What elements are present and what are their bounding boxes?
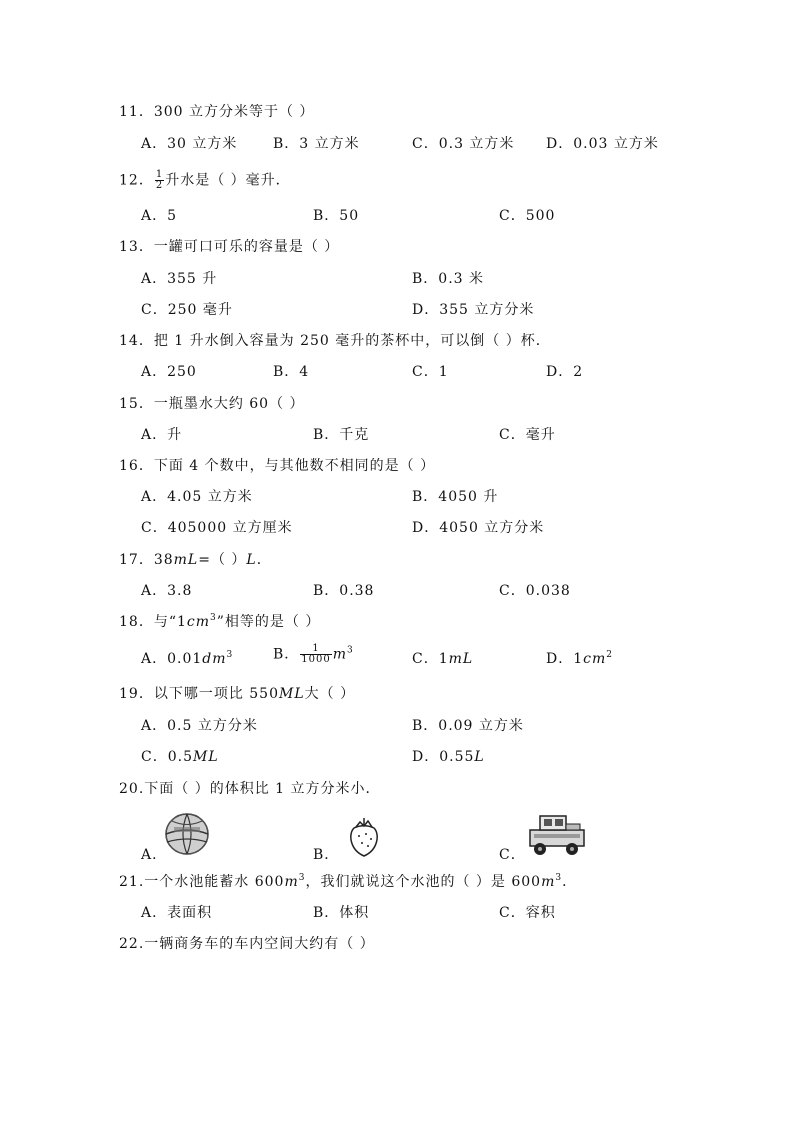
unit-dm: dm [202,651,227,667]
unit-ml: ML [192,749,219,765]
question-19-stem [119,685,355,703]
question-16-stem: 16．下面 4 个数中，与其他数不相同的是（ ） [119,458,436,474]
question-19-option-c[interactable] [141,748,219,766]
fraction-half [155,170,164,191]
question-12-option-c[interactable]: C．500 [499,208,556,224]
question-20-option-c[interactable]: C． [499,847,526,863]
question-18-text-post: ”相等的是（ ） [216,614,321,630]
question-15-option-c[interactable]: C．毫升 [499,427,556,443]
fraction-denominator: 2 [155,180,164,191]
question-16-option-b[interactable]: B．4050 升 [412,489,499,505]
option-d-text: D．1 [546,651,584,667]
question-17-stem [119,551,272,569]
question-14-option-b[interactable]: B．4 [273,364,310,380]
question-20-option-a[interactable]: A． [141,847,168,863]
question-12-option-b[interactable]: B．50 [313,208,360,224]
question-21-option-a[interactable]: A．表面积 [141,905,213,921]
question-16-option-a[interactable]: A．4.05 立方米 [141,489,253,505]
fraction-numerator: 1 [155,169,164,180]
question-11-option-a[interactable]: A．30 立方米 [141,136,238,152]
unit-l: L [474,749,485,765]
question-21-text-pre: 21.一个水池能蓄水 600 [119,874,285,890]
question-18-text-pre: 18．与“1 [119,614,187,630]
question-13-option-b[interactable]: B．0.3 米 [412,271,485,287]
question-22-stem: 22.一辆商务车的车内空间大约有（ ） [119,936,375,952]
unit-m: m [332,646,348,663]
question-12-stem [119,170,291,191]
question-14-option-a[interactable]: A．250 [141,364,197,380]
question-18-option-a[interactable] [141,650,233,668]
question-20-option-b[interactable]: B． [313,847,340,863]
question-14-option-d[interactable]: D．2 [546,364,584,380]
exponent: 3 [298,873,306,883]
option-d-text: D．0.55 [412,749,475,765]
question-11-option-c[interactable]: C．0.3 立方米 [412,136,515,152]
question-19-option-d[interactable] [412,748,485,766]
unit-m: m [284,874,299,890]
unit-ml: mL [173,552,199,568]
question-11-option-b[interactable]: B．3 立方米 [273,136,360,152]
question-18-stem [119,613,320,631]
toy-truck-image [526,810,588,858]
unit-m: m [541,874,556,890]
option-a-text: A．0.01 [141,651,203,667]
question-12-option-a[interactable]: A．5 [141,208,178,224]
question-18-option-c[interactable] [412,650,473,668]
question-17-text-pre: 17．38 [119,552,174,568]
question-15-stem: 15．一瓶墨水大约 60（ ） [119,396,305,412]
question-16-option-c[interactable]: C．405000 立方厘米 [141,520,293,536]
option-c-text: C．0.5 [141,749,193,765]
option-b-text: B． [273,646,300,663]
question-11-option-d[interactable]: D．0.03 立方米 [546,136,659,152]
fraction-one-thousandth [300,644,331,665]
question-17-text-mid: =（ ） [198,552,247,568]
unit-cm: cm [186,614,211,630]
fraction-numerator: 1 [300,644,331,655]
question-13-option-d[interactable]: D．355 立方分米 [412,302,535,318]
exponent: 3 [210,613,217,623]
question-21-stem [119,873,577,891]
question-14-stem: 14．把 1 升水倒入容量为 250 毫升的茶杯中，可以倒（ ）杯． [119,333,551,349]
fraction-denominator: 1000 [301,654,331,665]
question-16-option-d[interactable]: D．4050 立方分米 [412,520,545,536]
question-13-stem: 13．一罐可口可乐的容量是（ ） [119,239,340,255]
question-12-text: 升水是（ ）毫升． [165,172,291,189]
question-18-option-b[interactable] [273,644,354,665]
question-19-text-pre: 19．以下哪一项比 550 [119,686,279,702]
unit-l: L [246,552,257,568]
unit-ml: mL [448,651,474,667]
question-19-text-post: 大（ ） [304,686,356,702]
exponent: 3 [226,650,234,660]
question-20-stem: 20.下面（ ）的体积比 1 立方分米小． [119,781,381,797]
question-19-option-b[interactable]: B．0.09 立方米 [412,718,524,734]
question-21-option-b[interactable]: B．体积 [313,905,370,921]
question-17-text-post: ． [256,552,272,568]
question-13-option-a[interactable]: A．355 升 [141,271,218,287]
exponent: 2 [606,650,613,660]
question-21-text-post: ． [562,874,578,890]
basketball-image [164,812,210,856]
question-17-option-a[interactable]: A．3.8 [141,583,193,599]
exponent: 3 [347,645,354,656]
question-13-option-c[interactable]: C．250 毫升 [141,302,233,318]
question-15-option-b[interactable]: B．千克 [313,427,370,443]
question-12-number: 12． [119,172,154,189]
question-11-stem: 11．300 立方分米等于（ ） [119,104,315,120]
exponent: 3 [555,873,563,883]
strawberry-image [346,816,382,858]
question-18-option-d[interactable] [546,650,613,668]
question-15-option-a[interactable]: A．升 [141,427,183,443]
unit-cm: cm [583,651,607,667]
question-19-option-a[interactable]: A．0.5 立方分米 [141,718,258,734]
unit-ml: ML [279,686,305,702]
question-17-option-b[interactable]: B．0.38 [313,583,375,599]
question-21-text-mid: ，我们就说这个水池的（ ）是 600 [305,874,542,890]
question-14-option-c[interactable]: C．1 [412,364,449,380]
question-17-option-c[interactable]: C．0.038 [499,583,571,599]
question-21-option-c[interactable]: C．容积 [499,905,556,921]
option-c-text: C．1 [412,651,449,667]
